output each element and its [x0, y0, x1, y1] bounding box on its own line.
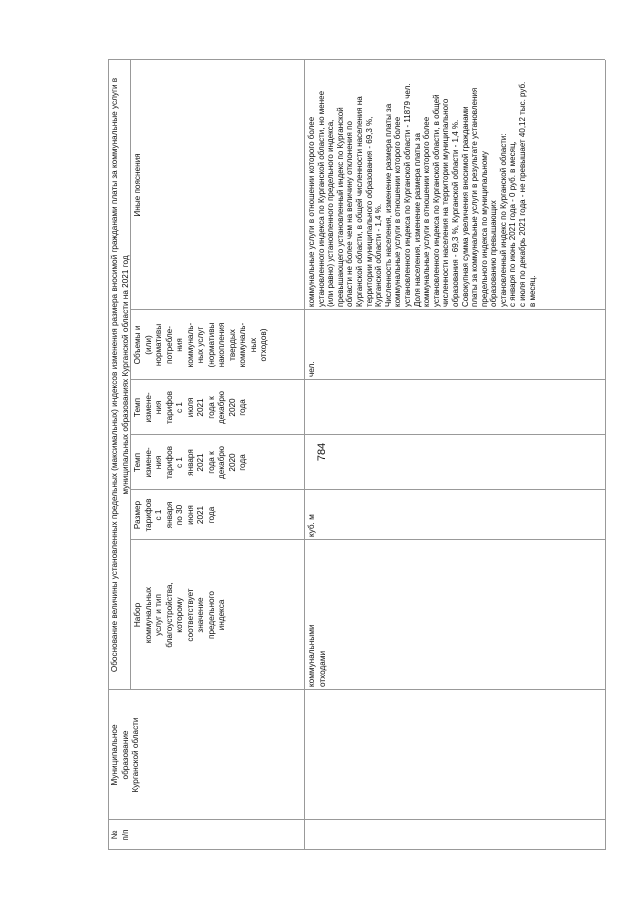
header-number: № п/п — [110, 829, 130, 841]
row-tariff-size: куб. м — [307, 514, 316, 537]
header-volumes: Объемы и (или) нормативы потребле- ния коммуналь- ных услуг (нормативы накопления твердых коммуналь- ных отходов) — [133, 322, 268, 368]
header-tariff-rate-jul: Темп измене- ния тарифов с 1 июля 2021 года к декабрю 2020 года — [133, 390, 247, 425]
header-tariff-size: Размер тарифов с 1 января по 30 июня 2021 года — [133, 498, 216, 532]
rotated-table — [108, 60, 606, 850]
header-notes: Иные пояснения — [133, 153, 142, 217]
header-service-set: Набор коммунальных услуг и тип благоустройства, которому соответствует значение предельного индекса — [133, 582, 226, 648]
row-notes: коммунальные услуги в отношении которого более установленного индекса по Курганской области, но менее (или равно) установленного предельного индекса, превышающего установленный индекс по Курганской области не более чем на величину отклонения по Курганской области, в общей численности населения на территории муниципального образования - 69,3 %, Курганской области - 1,4 %. Численность населения, изменение размера платы за коммунальные услуги в отношении которого более установленного индекса по Курганской области - 11879 чел. Доля населения, изменение размера платы за коммунальные услуги в отношении которого более установленного индекса по Курганской области, в общей численности населения на территории муниципального образования - 69,3 %, Курганской области - 1,4 %. Совокупная сумма увеличения вносимой гражданами платы за коммунальные услуги в результате установления предельного индекса по муниципальному образованию превышающих установленный индекс по Курганской области: с января по июнь 2021 года - 0 руб. в месяц, с июля по декабрь 2021 года - не превышает 40,12 тыс. руб. в месяц. — [307, 81, 537, 307]
table-title: Обоснование величины установленных предельных (максимальных) индексов изменения размера вносимой гражданами платы за коммунальные услуги в муниципальных образованиях Курганской области на 2021 год — [110, 77, 130, 673]
header-municipality: Муниципальное образование Курганской области — [110, 717, 140, 793]
row-volumes: чел. — [307, 361, 316, 377]
row-service-set: коммунальными отходами — [307, 624, 327, 687]
page-number: 784 — [316, 442, 328, 462]
header-tariff-rate-jan: Темп измене- ния тарифов с 1 января 2021 года к декабрю 2020 года — [133, 445, 247, 480]
